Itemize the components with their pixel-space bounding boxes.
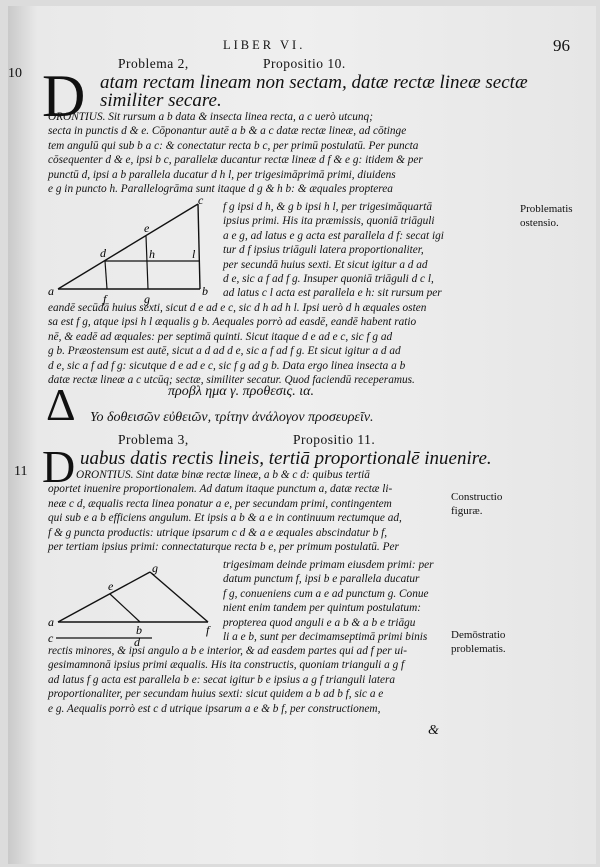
enunciation-11: uabus datis rectis lineis, tertiā proportionalē inuenire. — [80, 448, 492, 469]
label-l: l — [192, 247, 196, 261]
problem-10-text-top — [48, 110, 568, 200]
margin-number-10: 10 — [8, 66, 22, 81]
label-e: e — [144, 221, 150, 235]
text-line: nient enim tandem per quintum postulatum: — [223, 602, 421, 615]
label-e: e — [108, 579, 114, 593]
label-b: b — [202, 284, 208, 298]
label-g: g — [152, 562, 158, 575]
text-line: d e, sic a f ad f g. Insuper quoniā triāguli d c l, — [223, 273, 434, 285]
text-line: e g. Aequalis porrò est c d utrique ipsarum a e & b f, per constructionem, — [48, 702, 381, 715]
text-line: per secundā huius sexti. Et sicut igitur a d ad — [223, 258, 428, 271]
text-line: gesimamnonā ipsius primi æqualis. His ita constructis, quoniam trianguli a g f — [48, 659, 405, 672]
text-line: li a e b, sunt per decimamseptimā primi binis — [223, 631, 428, 643]
text-line: datæ rectæ lineæ a c utcūq; sectæ, similiter secatur. Quod faciendū receperamus. — [48, 374, 415, 386]
text-line: ORONTIUS. Sint datæ binæ rectæ lineæ, a b & c d: quibus tertiā — [76, 469, 370, 481]
text-line: rectis minores, & ipsi angulo a b e interior, & ad easdem partes qui ad f per ui- — [48, 645, 408, 657]
text-line: proportionaliter, per secundam huius sexti: sicut quidem a b ad b f, sic a e — [48, 688, 384, 701]
label-c: c — [198, 196, 204, 207]
line-cb — [198, 204, 200, 289]
drop-cap-d: D — [42, 63, 86, 129]
label-d: d — [100, 246, 106, 260]
label-c: c — [48, 631, 54, 645]
greek-enunciation: Υο δοθεισῶν εὐθειῶν, τρίτην ἀνάλογον προσευρεῖν. — [90, 410, 374, 425]
greek-drop-cap: Δ — [46, 379, 76, 430]
problem-11-text-bottom — [48, 644, 568, 724]
proposition-11-label: Propositio 11. — [293, 432, 376, 447]
text-line: nē, & eadē ad æquales: per septimā quinti. Sicut itaque d e ad e c, sic f g ad — [48, 330, 393, 343]
text-line: neæ c d, æqualis recta linea ponatur a e, per secundam primi, contingentem — [48, 497, 392, 510]
running-head: LIBER VI. — [223, 38, 306, 52]
line-eg — [146, 236, 148, 289]
text-line: trigesimam deinde primam eiusdem primi: per — [223, 559, 434, 571]
label-f: f — [103, 292, 107, 306]
book-page — [8, 6, 596, 864]
text-line: ORONTIUS. Sit rursum a b data & insecta linea recta, a c uerò utcunq; — [48, 111, 373, 123]
margin-note-demonstratio: Demōstratio problematis. — [451, 629, 506, 655]
line-df — [105, 261, 107, 289]
label-a: a — [48, 284, 54, 298]
catchword: & — [428, 723, 439, 738]
text-line: a e g, ad latus e g acta est parallela d f: secat igi — [223, 229, 444, 242]
label-h: h — [149, 247, 155, 261]
text-line: cōsequenter d & e, ipsi b c, parallelæ ducantur rectæ lineæ d f & e g: itidem & per — [48, 154, 423, 167]
margin-note-constructio: Constructio figuræ. — [451, 491, 503, 517]
text-line: f g, conueniens cum a e ad punctum g. Conue — [223, 587, 429, 600]
proposition-10-label: Propositio 10. — [263, 56, 346, 71]
problem-11-text-right — [223, 558, 453, 648]
folio-number: 96 — [553, 36, 570, 55]
text-line: ad latus f g acta est parallela b e: secat igitur b e ipsius a g f trianguli latera — [48, 673, 396, 686]
text-line: d e, sic a f ad f g: sicutque d e ad e c, sic f g ad g b. Data ergo linea insecta a b — [48, 359, 406, 372]
margin-note-problematis: Problematis ostensio. — [520, 203, 573, 229]
text-line: f g ipsi d h, & g b ipsi h l, per trigesimāquartā — [223, 201, 433, 213]
label-g: g — [144, 292, 150, 306]
text-line: g b. Præostensum est autē, sicut a d ad d e, sic a f ad f g. Et sicut igitur a d ad — [48, 345, 401, 358]
text-line: qui sub e a b efficiens angulum. Et ipsis a b & a e in continuum rectumque ad, — [48, 512, 402, 525]
label-f: f — [206, 623, 210, 637]
text-line: oportet inuenire proportionalem. Ad datum itaque punctum a, datæ rectæ li- — [48, 483, 393, 496]
text-line: ad latus c l acta est parallela e h: sit rursum per — [223, 287, 442, 300]
text-line: tem angulū qui sub b a c: & conectatur recta b c, per primū postulatū. Per puncta — [48, 139, 419, 152]
label-a: a — [48, 615, 54, 629]
text-line: ipsius primi. His ita præmissis, quoniā triāguli — [223, 215, 435, 228]
problem-11-label: Problema 3, — [118, 432, 189, 447]
text-line: e g in puncto h. Parallelogrāma sunt itaque d g & h b: & æquales propterea — [48, 183, 393, 195]
text-line: sa est f g, atque ipsi h l æqualis g b. Aequales porrò ad easdē, eandē habent ratio — [48, 316, 417, 329]
figure-2-diagram — [48, 562, 218, 647]
enunciation-line-2: similiter secare. — [100, 90, 222, 111]
text-line: f & g puncta productis: utrique ipsarum c d & a e æquales abscindatur b f, — [48, 526, 388, 539]
enunciation-line-1: atam rectam lineam non sectam, datæ rectæ lineæ sectæ — [100, 72, 528, 93]
line-ac — [58, 204, 198, 289]
margin-number-11: 11 — [14, 464, 28, 479]
figure-1-diagram — [48, 196, 228, 311]
label-d: d — [134, 635, 140, 647]
text-line: punctū d, ipsi a b parallela ducatur d h l, per trigesimāprimā primi, diuidens — [48, 168, 396, 181]
text-line: datum punctum f, ipsi b e parallela ducatur — [223, 573, 420, 586]
line-ag — [58, 572, 150, 622]
line-gf — [150, 572, 208, 622]
label-b: b — [136, 623, 142, 637]
drop-cap-d-2: D — [42, 441, 76, 492]
text-line: tur d f ipsius triāguli latera proportionaliter, — [223, 244, 424, 257]
text-line: secta in punctis d & e. Cōponantur autē a b & a c datæ rectæ lineæ, ad cōtinge — [48, 125, 407, 138]
text-line: propterea quod anguli e a b & a b e triāgu — [223, 616, 416, 629]
text-line: per tertiam ipsius primi: connectaturque recta b e, per primum postulatū. Per — [48, 540, 399, 553]
problem-10-label: Problema 2, — [118, 56, 189, 71]
text-line: eandē secūdā huius sexti, sicut d e ad e c, sic d h ad h l. Ipsi uerò d h æquales osten — [48, 302, 427, 314]
greek-heading: προβλ ημα γ. προθεσις. ια. — [168, 384, 314, 399]
line-eb — [110, 594, 140, 622]
